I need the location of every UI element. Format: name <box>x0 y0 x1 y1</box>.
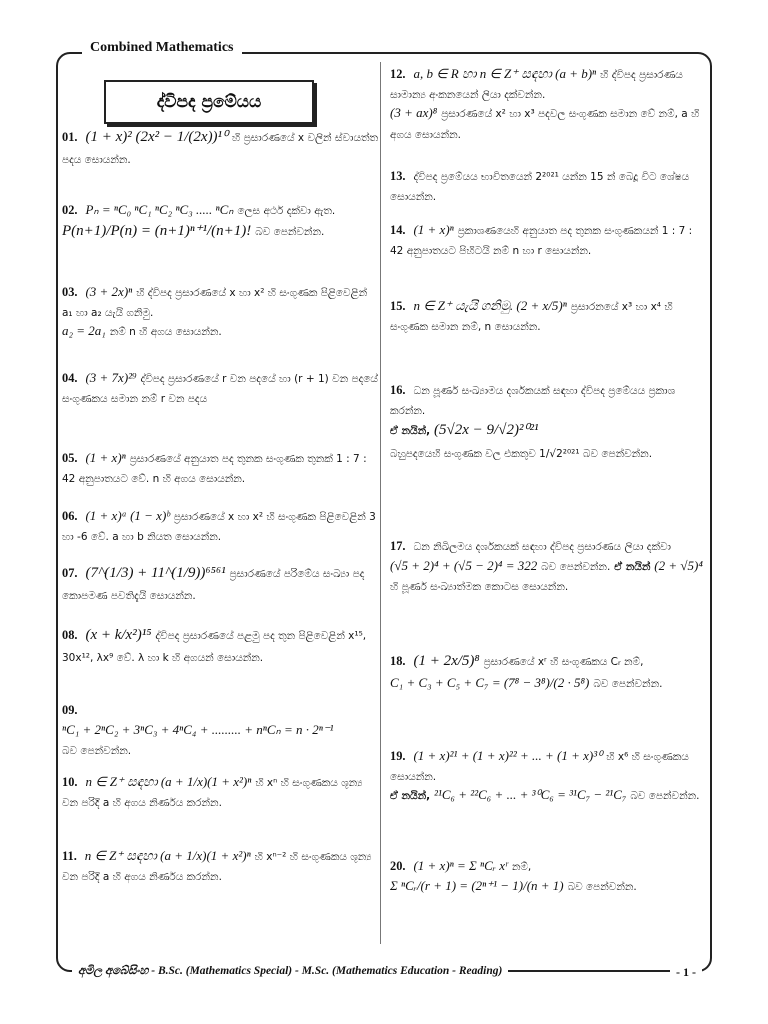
question-06 <box>62 506 380 545</box>
question-number: 14. <box>390 223 406 237</box>
question-math-2: (2 + √5)⁴ <box>654 558 703 574</box>
question-05 <box>62 448 380 487</box>
question-18 <box>390 650 708 693</box>
question-number: 10. <box>62 775 78 789</box>
question-09 <box>62 700 380 760</box>
question-math-2: ²¹C₆ + ²²C₆ + ... + ³⁰C₆ = ³¹C₇ − ²¹C₇ <box>434 787 627 803</box>
question-math: (x + k/x²)¹⁵ <box>85 627 152 643</box>
header-title: Combined Mathematics <box>82 40 242 56</box>
question-03 <box>62 282 380 342</box>
question-text-2: බහුපදයෙහි සංගුණක වල එකතුව 1/√2²⁰²¹ බව පෙන්වන්න. <box>390 447 653 460</box>
question-text-2: බව පෙන්වන්න. <box>541 561 611 574</box>
question-number: 03. <box>62 285 78 299</box>
question-number: 18. <box>390 654 406 668</box>
question-text-3: හි පූර්ණ සංඛ්‍යාත්මක කොටස සොයන්න. <box>390 581 569 594</box>
question-math: (3 + 2x)ⁿ <box>85 284 133 299</box>
question-math-2: Σ ⁿCᵣ/(r + 1) = (2ⁿ⁺¹ − 1)/(n + 1) <box>390 878 564 894</box>
question-number: 13. <box>390 169 406 183</box>
question-lead: ඒ නයින්, <box>390 790 431 803</box>
question-number: 11. <box>62 849 77 863</box>
question-math: (5√2x − 9/√2)²⁰²¹ <box>434 422 539 439</box>
question-number: 09. <box>62 703 78 717</box>
question-number: 02. <box>62 203 78 217</box>
question-text: ධන නිඛිලමය දර්ශකයක් සඳහා ද්විපද ප්‍රසාරණය ලියා දක්වා <box>413 541 671 553</box>
page-title: ද්විපද ප්‍රමේයය <box>104 80 314 124</box>
question-text: හි x⁶ හි සංගුණකය සොයන්න. <box>390 751 689 784</box>
question-text: හි xⁿ හි සංගුණකය ශුන්‍ය වන පරිදි a හි අගය නිර්ණය කරන්න. <box>62 777 363 810</box>
question-text: ද්විපද ප්‍රසාරණයේ r වන පදයේ හා (r + 1) වන පදයේ සංගුණකය සමාන නම් r වන පදය <box>62 373 378 406</box>
question-20 <box>390 856 708 896</box>
question-math: n ∈ Z⁺ යැයි ගනිමු. (2 + x/5)ⁿ <box>413 298 567 313</box>
question-number: 08. <box>62 628 78 642</box>
question-math: (1 + x)²¹ + (1 + x)²² + ... + (1 + x)³⁰ <box>413 748 603 763</box>
question-14 <box>390 220 708 259</box>
footer <box>56 963 712 983</box>
question-text-2: බව පෙන්වන්න. <box>255 226 325 239</box>
question-text: ප්‍රසාරණයේ xʳ හි සංගුණකය Cᵣ නම්, <box>483 656 644 668</box>
question-lead: ඒ නයින්, <box>390 425 431 438</box>
question-math: (1 + x)ⁿ <box>413 222 454 237</box>
question-text-2: නම් n හි අගය සොයන්න. <box>109 326 222 339</box>
question-text: හි ප්‍රසාරණයේ x වලින් ස්වායත්ත පදය සොයන්න. <box>62 132 379 167</box>
question-17 <box>390 536 708 596</box>
question-math-2: P(n+1)/P(n) = (n+1)ⁿ⁺¹/(n+1)! <box>62 223 252 240</box>
question-text: ද්විපද ප්‍රසාරණයේ පළමු පද තුන පිළිවෙළින් x¹⁵, 30x¹², λx⁹ වේ. λ හා k හි අගයන් සොයන්න. <box>62 630 367 665</box>
question-text-2: බව පෙන්වන්න. <box>593 678 663 691</box>
question-10 <box>62 772 380 811</box>
question-number: 17. <box>390 539 406 553</box>
question-text: නම්, <box>511 861 532 873</box>
question-math: (3 + 7x)²⁹ <box>85 370 137 385</box>
question-text-2: බව පෙන්වන්න. <box>630 790 700 803</box>
question-number: 05. <box>62 451 78 465</box>
question-math: (1 + x)ᵃ (1 − x)ᵇ <box>85 508 170 523</box>
question-16 <box>390 380 708 462</box>
question-number: 16. <box>390 383 406 397</box>
question-text: ප්‍රසාරණයේ x හා x² හි සංගුණක පිළිවෙළින් 3 හා -6 වේ. a හා b නියත සොයන්න. <box>62 511 376 544</box>
question-number: 01. <box>62 130 78 144</box>
question-math: n ∈ Z⁺ සඳහා (a + 1/x)(1 + x²)ⁿ <box>85 774 252 789</box>
question-12 <box>390 64 708 143</box>
question-math: (1 + x)ⁿ <box>85 450 126 465</box>
question-number: 15. <box>390 299 406 313</box>
question-text: හි xⁿ⁻² හි සංගුණකය ශුන්‍ය වන පරිදි a හි අගය නිර්ණය කරන්න. <box>62 851 372 884</box>
question-math-2: (3 + ax)⁸ <box>390 105 438 121</box>
question-02 <box>62 200 380 243</box>
column-divider <box>380 62 381 944</box>
question-01 <box>62 126 380 169</box>
question-math: (1 + x)ⁿ = Σ ⁿCᵣ xʳ <box>413 858 508 873</box>
question-number: 20. <box>390 859 406 873</box>
question-text: ප්‍රසාරණයේ පරිමේය සංඛ්‍යා පද කොපමණ පවතිදැයි සොයන්න. <box>62 568 365 603</box>
question-11 <box>62 846 380 885</box>
question-07 <box>62 562 380 605</box>
question-text-2: බව පෙන්වන්න. <box>567 881 637 894</box>
question-math-2: C₁ + C₃ + C₅ + C₇ = (7⁸ − 3⁸)/(2 · 5⁸) <box>390 675 590 691</box>
question-text: ලෙස අර්ථ දක්වා ඇත. <box>237 205 336 217</box>
question-math: (1 + x)² (2x² − 1/(2x))¹⁰ <box>85 129 229 145</box>
question-text: බව පෙන්වන්න. <box>62 745 132 758</box>
question-math: (7^(1/3) + 11^(1/9))⁶⁵⁶¹ <box>85 565 226 581</box>
question-text: ප්‍රසාරනයේ x³ හා x⁴ හි සංගුණක සමාන නම්, n සොයන්න. <box>390 301 673 334</box>
question-15 <box>390 296 708 335</box>
question-text: ද්විපද ප්‍රමේයය භාවිතයෙන් 2²⁰²¹ යන්න 15 න් බෙදූ විට ශේෂය සොයන්න. <box>390 171 690 204</box>
page-number: - 1 - <box>670 965 702 980</box>
question-math: (1 + 2x/5)⁸ <box>413 653 480 669</box>
question-number: 12. <box>390 67 406 81</box>
question-text-2: ප්‍රසාරණයේ x² හා x³ පදවල සංගුණක සමාන වේ නම්, a හි අගය සොයන්න. <box>390 108 700 141</box>
question-number: 19. <box>390 749 406 763</box>
question-math: (√5 + 2)⁴ + (√5 − 2)⁴ = 322 <box>390 558 538 574</box>
question-number: 07. <box>62 566 78 580</box>
question-19 <box>390 746 708 806</box>
question-13 <box>390 166 708 205</box>
question-number: 06. <box>62 509 78 523</box>
question-lead: ඒ නයින් <box>614 561 651 574</box>
question-08 <box>62 624 380 667</box>
question-04 <box>62 368 380 407</box>
question-number: 04. <box>62 371 78 385</box>
question-math: ⁿC₁ + 2ⁿC₂ + 3ⁿC₃ + 4ⁿC₄ + ......... + nⁿCₙ = n · 2ⁿ⁻¹ <box>62 722 334 738</box>
question-math: n ∈ Z⁺ සඳහා (a + 1/x)(1 + x²)ⁿ <box>84 848 251 863</box>
question-math: Pₙ = ⁿC₀ ⁿC₁ ⁿC₂ ⁿC₃ ..... ⁿCₙ <box>85 202 234 217</box>
question-text: හි ද්විපද ප්‍රසාරණය සාමාන්‍ය අංකනයෙන් ලියා දක්වන්න. <box>390 69 683 102</box>
footer-author: අමිල අබේසිංහ - B.Sc. (Mathematics Special) - M.Sc. (Mathematics Education - Reading) <box>72 965 508 978</box>
question-math-2: a₂ = 2a₁ <box>62 323 106 339</box>
question-math: a, b ∈ R හා n ∈ Z⁺ සඳහා (a + b)ⁿ <box>413 66 597 81</box>
question-text: ප්‍රකාශණයෙහි අනුයාත පද තුනක සංගුණකයන් 1 : 7 : 42 අනුපාතයට පිහිටයි නම් n හා r සොයන්න. <box>390 225 693 258</box>
question-text: ප්‍රසාරණයේ අනුයාත පද තුනක සංගුණක තුනක් 1 : 7 : 42 අනුපාතයට වේ. n හි අගය සොයන්න. <box>62 453 367 486</box>
question-text: ධන පූර්ණ සංඛ්‍යාමය දර්ශකයක් සඳහා ද්විපද ප්‍රමේයය ප්‍රකාශ කරන්න. <box>390 385 676 418</box>
question-text: හි ද්විපද ප්‍රසාරණයේ x හා x² හි සංගුණක පිළිවෙළින් a₁ හා a₂ යැයි ගනිමු. <box>62 287 368 320</box>
